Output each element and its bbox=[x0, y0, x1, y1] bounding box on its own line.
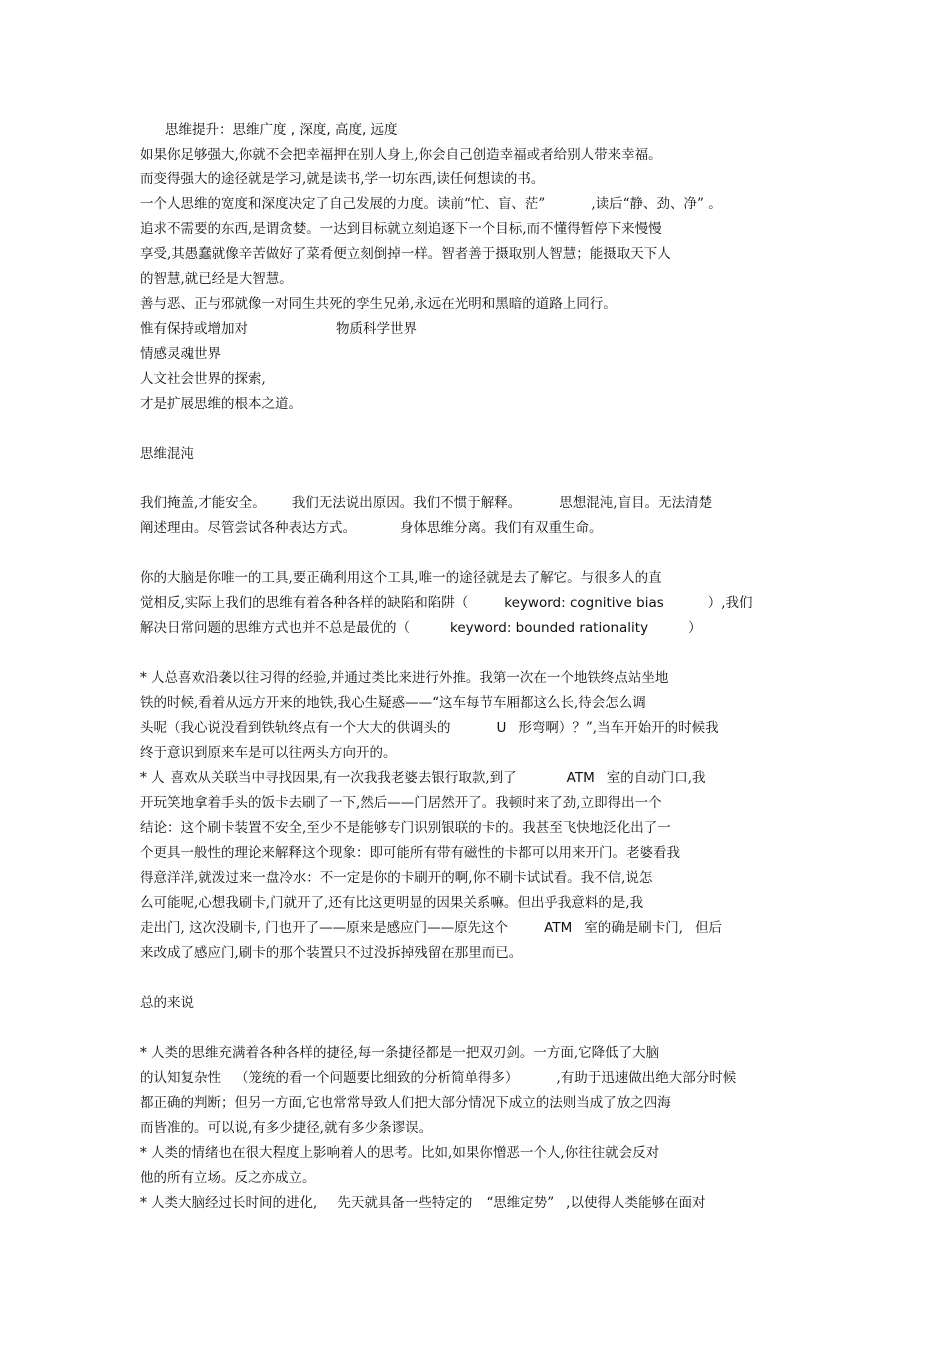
para2-line-1 bbox=[140, 320, 417, 338]
para6-line-1 bbox=[140, 769, 706, 787]
para7-line-2 bbox=[140, 1069, 736, 1087]
para4-text-a: 觉相反,实际上我们的思维有着各种各样的缺陷和陷阱（ bbox=[140, 595, 469, 611]
para4-text-d: 解决日常问题的思维方式也并不总是最优的（ bbox=[140, 620, 410, 636]
para2-line-3: 人文社会世界的探索, bbox=[140, 371, 266, 387]
para1-line-1 bbox=[140, 195, 722, 213]
para7-text-c: ,有助于迅速做出绝大部分时候 bbox=[556, 1070, 737, 1086]
para1-text-a: 一个人思维的宽度和深度决定了自己发展的力度。读前“忙、盲、茫” bbox=[140, 196, 546, 212]
para7-line-4: 而皆准的。可以说,有多少捷径,就有多少条谬误。 bbox=[140, 1120, 433, 1136]
keyword-bounded-rationality: keyword: bounded rationality bbox=[450, 620, 649, 636]
para3-line-2 bbox=[140, 519, 603, 537]
para6-text-c: ATM bbox=[566, 770, 595, 786]
para7-line-1: * 人类的思维充满着各种各样的捷径,每一条捷径都是一把双刃剑。一方面,它降低了大脑 bbox=[140, 1045, 660, 1061]
para2-line-4: 才是扩展思维的根本之道。 bbox=[140, 396, 302, 412]
para5-line-2: 铁的时候,看着从远方开来的地铁,我心生疑惑——“这车每节车厢都这么长,待会怎么调 bbox=[140, 695, 646, 711]
para1-line-3: 享受,其愚蠢就像辛苦做好了菜肴便立刻倒掉一样。智者善于摄取别人智慧；能摄取天下人 bbox=[140, 246, 671, 262]
para5-line-3 bbox=[140, 719, 719, 737]
keyword-cognitive-bias: keyword: cognitive bias bbox=[504, 595, 664, 611]
section-heading-chaos: 思维混沌 bbox=[140, 446, 194, 462]
intro-line-1: 如果你足够强大,你就不会把幸福押在别人身上,你会自己创造幸福或者给别人带来幸福。 bbox=[140, 147, 662, 163]
para6-line-7 bbox=[140, 919, 722, 937]
para6-text-a: * 人 bbox=[140, 770, 165, 786]
intro-line-2: 而变得强大的途径就是学习,就是读书,学一切东西,读任何想读的书。 bbox=[140, 171, 545, 187]
para4-line-3 bbox=[140, 619, 702, 637]
para8-line-1: * 人类的情绪也在很大程度上影响着人的思考。比如,如果你憎恶一个人,你往往就会反对 bbox=[140, 1145, 660, 1161]
para6-text-e: 走出门, 这次没刷卡, 门也开了——原来是感应门——原先这个 bbox=[140, 920, 509, 936]
para3-text-a: 我们掩盖,才能安全。 bbox=[140, 495, 266, 511]
para2-line-2: 情感灵魂世界 bbox=[140, 346, 221, 362]
para4-text-f: ） bbox=[688, 620, 702, 636]
para3-line-1 bbox=[140, 494, 712, 512]
para1-line-5: 善与恶、正与邪就像一对同生共死的孪生兄弟,永远在光明和黑暗的道路上同行。 bbox=[140, 296, 617, 312]
document-title: 思维提升：思维广度 , 深度, 高度, 远度 bbox=[165, 122, 398, 138]
para5-text-b: U bbox=[496, 720, 507, 736]
para7-text-a: 的认知复杂性 bbox=[140, 1070, 221, 1086]
para5-line-4: 终于意识到原来车是可以往两头方向开的。 bbox=[140, 745, 397, 761]
para6-line-6: 么可能呢,心想我刷卡,门就开了,还有比这更明显的因果关系嘛。但出乎我意料的是,我 bbox=[140, 895, 644, 911]
para7-text-b: （笼统的看一个问题要比细致的分析简单得多） bbox=[235, 1070, 519, 1086]
para8-line-2: 他的所有立场。反之亦成立。 bbox=[140, 1170, 316, 1186]
para6-text-d: 室的自动门口,我 bbox=[606, 770, 706, 786]
para3-text-c: 思想混沌,盲目。无法清楚 bbox=[559, 495, 713, 511]
para6-line-2: 开玩笑地拿着手头的饭卡去刷了一下,然后——门居然开了。我顿时来了劲,立即得出一个 bbox=[140, 795, 662, 811]
para4-line-1: 你的大脑是你唯一的工具,要正确利用这个工具,唯一的途径就是去了解它。与很多人的直 bbox=[140, 570, 662, 586]
para6-text-b: 喜欢从关联当中寻找因果,有一次我我老婆去银行取款,到了 bbox=[170, 770, 517, 786]
para3-text-e: 身体思维分离。我们有双重生命。 bbox=[400, 520, 603, 536]
section-heading-summary: 总的来说 bbox=[140, 995, 194, 1011]
para7-line-3: 都正确的判断；但另一方面,它也常常导致人们把大部分情况下成立的法则当成了放之四海 bbox=[140, 1095, 671, 1111]
para6-line-3: 结论：这个刷卡装置不安全,至少不是能够专门识别银联的卡的。我甚至飞快地泛化出了一 bbox=[140, 820, 671, 836]
para6-text-g: 室的确是刷卡门, bbox=[584, 920, 684, 936]
para6-line-4: 个更具一般性的理论来解释这个现象：即可能所有带有磁性的卡都可以用来开门。老婆看我 bbox=[140, 845, 680, 861]
para4-line-2 bbox=[140, 594, 753, 612]
para3-text-d: 阐述理由。尽管尝试各种表达方式。 bbox=[140, 520, 356, 536]
para5-text-c: 形弯啊）？”,当车开始开的时候我 bbox=[518, 720, 719, 736]
para2-text-a: 惟有保持或增加对 bbox=[140, 321, 248, 337]
para9-text-a: * 人类大脑经过长时间的进化, bbox=[140, 1195, 318, 1211]
para1-line-2: 追求不需要的东西,是谓贪婪。一达到目标就立刻追逐下一个目标,而不懂得暂停下来慢慢 bbox=[140, 221, 662, 237]
para9-line-1 bbox=[140, 1194, 705, 1212]
para9-text-b: 先天就具备一些特定的 bbox=[337, 1195, 473, 1211]
para6-line-5: 得意洋洋,就泼过来一盘冷水：不一定是你的卡刷开的啊,你不刷卡试试看。我不信,说怎 bbox=[140, 870, 653, 886]
para6-text-f: ATM bbox=[544, 920, 573, 936]
para1-line-4: 的智慧,就已经是大智慧。 bbox=[140, 271, 293, 287]
para9-text-c: “思维定势” bbox=[486, 1195, 555, 1211]
para2-text-b: 物质科学世界 bbox=[336, 321, 417, 337]
para9-text-d: ,以使得人类能够在面对 bbox=[566, 1195, 706, 1211]
para3-text-b: 我们无法说出原因。我们不惯于解释。 bbox=[291, 495, 522, 511]
para5-line-1: * 人总喜欢沿袭以往习得的经验,并通过类比来进行外推。我第一次在一个地铁终点站坐地 bbox=[140, 670, 669, 686]
para4-text-c: ）,我们 bbox=[707, 595, 753, 611]
para1-text-b: ,读后“静、劲、净” 。 bbox=[591, 196, 722, 212]
para6-line-8: 来改成了感应门,刷卡的那个装置只不过没拆掉残留在那里而已。 bbox=[140, 945, 523, 961]
para6-text-h: 但后 bbox=[695, 920, 723, 936]
para5-text-a: 头呢（我心说没看到铁轨终点有一个大大的供调头的 bbox=[140, 720, 451, 736]
